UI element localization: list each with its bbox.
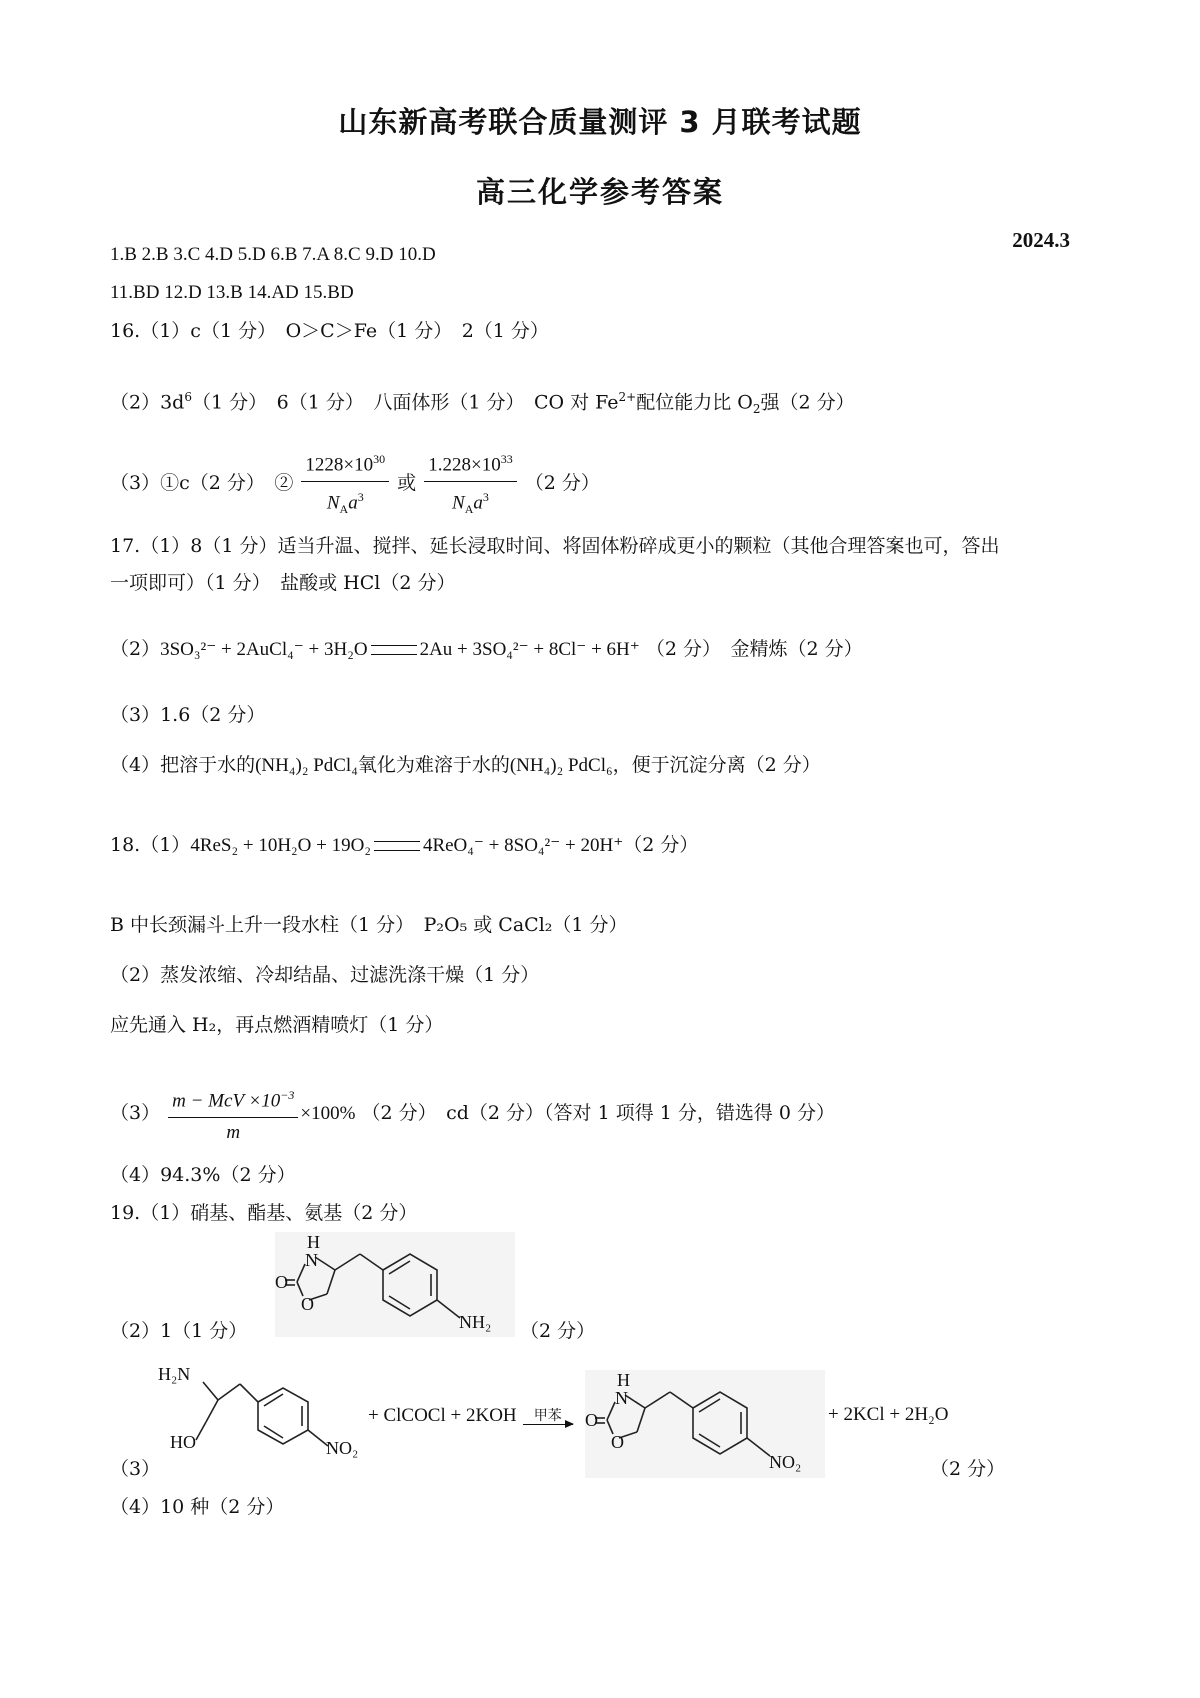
q17-formula1: (NH₄)₂ PdCl₄ [255,755,358,776]
q16-fraction-2 [424,446,516,522]
frac1-den-N: N [326,492,340,514]
product-n-label: N [615,1388,628,1408]
struct-carbonyl-o-label: O [275,1272,288,1292]
q16-p2a-sup: 6 [184,390,192,404]
frac2-den-N: N [452,492,465,514]
q18-frac-num: m − McV ×10 [172,1090,281,1112]
page-title: 山东新高考联合质量测评 3 月联考试题 [338,105,862,139]
q17-p4c: ，便于沉淀分离（2 分） [612,754,821,776]
q16-or: 或 [397,472,417,495]
q19-part3-score: （2 分） [930,1458,1006,1480]
choices-line-1: 1.B 2.B 3.C 4.D 5.D 6.B 7.A 8.C 9.D 10.D [110,244,436,265]
q17-eq-right: 2Au + 3SO₄²⁻ + 8Cl⁻ + 6H⁺ [419,639,640,660]
q16-part3 [110,446,600,522]
frac1-den-A: A [339,502,349,517]
q16-part1: 16.（1）c（1 分） O＞C＞Fe（1 分） 2（1 分） [110,320,549,342]
q17-p2-prefix: （2） [110,638,161,660]
q17-part2 [110,636,863,663]
date: 2024.3 [1012,228,1070,252]
product-ring-o-label: O [611,1432,624,1452]
struct-nh2-label: NH₂ [459,1312,492,1332]
q18-p3-score: （2 分） cd（2 分）（答对 1 项得 1 分，错选得 0 分） [361,1102,836,1125]
product-structure-nitrophenyl [585,1370,825,1478]
struct-n-label: N [305,1250,318,1270]
frac1-den-a: a [348,492,358,514]
q19-reagents: + ClCOCl + 2KOH [368,1405,517,1426]
q19-byproducts: + 2KCl + 2H₂O [828,1404,949,1425]
q18-part2: （2）蒸发浓缩、冷却结晶、过滤洗涤干燥（1 分） [110,964,540,986]
struct-ring-o-label: O [301,1294,314,1314]
q18-frac-den: m [226,1122,241,1144]
q16-p2b-sup: 2+ [618,390,637,404]
q17-formula2: (NH₄)₂ PdCl₆ [509,755,613,776]
reactant-no2-label: NO₂ [326,1438,359,1458]
q18-p1-prefix: 18.（1） [110,834,191,856]
q18-part3 [110,1082,835,1146]
q18-eq-right: 4ReO₄⁻ + 8SO₄²⁻ + 20H⁺ [422,835,624,856]
q18-part4: （4）94.3%（2 分） [110,1164,296,1186]
q16-p2c: 配位能力比 O [636,391,753,414]
q18-eq-left: 4ReS₂ + 10H₂O + 19O₂ [190,835,371,856]
q19-part2 [110,1318,247,1344]
q18-part2b: 应先通入 H₂，再点燃酒精喷灯（1 分） [110,1014,444,1036]
q16-p2c-sub: 2 [752,402,761,417]
frac2-den-exp: 3 [482,490,489,505]
q16-part2 [110,384,855,422]
arrow-solvent-label: 甲苯 [533,1407,562,1424]
q17-part1-line2: 一项即可）（1 分） 盐酸或 HCl（2 分） [110,572,456,594]
q17-p2-score: （2 分） 金精炼（2 分） [645,638,863,660]
q18-fraction [168,1082,298,1146]
struct-h-label: H [307,1232,320,1252]
q16-p2d: 强（2 分） [760,391,855,414]
q16-p2a: （2）3d [110,391,185,414]
q17-p4b: 氧化为难溶于水的 [357,754,510,776]
frac1-exp: 30 [373,452,386,466]
frac2-den-A: A [464,502,474,517]
frac2-num: 1.228×10 [428,454,501,476]
product-h-label: H [617,1370,630,1390]
q17-part4 [110,752,821,779]
product-no2-label: NO₂ [769,1452,802,1472]
q18-part1b: B 中长颈漏斗上升一段水柱（1 分） P₂O₅ 或 CaCl₂（1 分） [110,914,628,936]
h2n-label: H₂N [158,1364,191,1384]
q16-p2b: （1 分） 6（1 分） 八面体形（1 分） CO 对 Fe [191,391,619,414]
choices-line-2: 11.BD 12.D 13.B 14.AD 15.BD [110,282,354,303]
frac1-den-exp: 3 [357,490,364,505]
q17-eq-left: 3SO₃²⁻ + 2AuCl₄⁻ + 3H₂O [160,639,368,660]
q18-p1-score: （2 分） [623,834,699,856]
q19-part3-prefix: （3） [110,1458,161,1480]
q17-part1-line1: 17.（1）8（1 分）适当升温、搅拌、延长浸取时间、将固体粉碎成更小的颗粒（其他合理答案也可，答出 [110,535,1000,557]
q16-fraction-1 [301,446,389,522]
q18-p3-tail: ×100% [300,1103,356,1125]
q19-part2-score: （2 分） [520,1320,596,1342]
q17-p4a: （4）把溶于水的 [110,754,256,776]
q18-part1 [110,832,698,859]
product-structure-aminophenyl [275,1232,515,1337]
q19-p2-prefix: （2）1（1 分） [110,1320,248,1342]
reaction-arrow [523,1408,573,1425]
q19-part1: 19.（1）硝基、酯基、氨基（2 分） [110,1202,418,1224]
q16-p3a: （3）①c（2 分） ② [110,472,294,495]
q19-part4: （4）10 种（2 分） [110,1496,285,1518]
equals-sign [371,645,417,655]
frac2-den-a: a [473,492,483,514]
q17-part3: （3）1.6（2 分） [110,704,266,726]
q18-p3-prefix: （3） [110,1102,161,1125]
q18-frac-exp: −3 [280,1088,295,1102]
frac1-num: 1228×10 [305,454,374,476]
arrow-shaft [523,1424,573,1425]
page-subtitle: 高三化学参考答案 [475,175,724,209]
product-carbonyl-o-label: O [585,1410,598,1430]
q16-p3-score: （2 分） [524,472,600,495]
q19-reaction-middle [368,1402,573,1429]
frac2-exp: 33 [500,452,513,466]
equals-sign [374,841,420,851]
reactant-structure [158,1360,368,1462]
ho-label: HO [170,1432,196,1452]
